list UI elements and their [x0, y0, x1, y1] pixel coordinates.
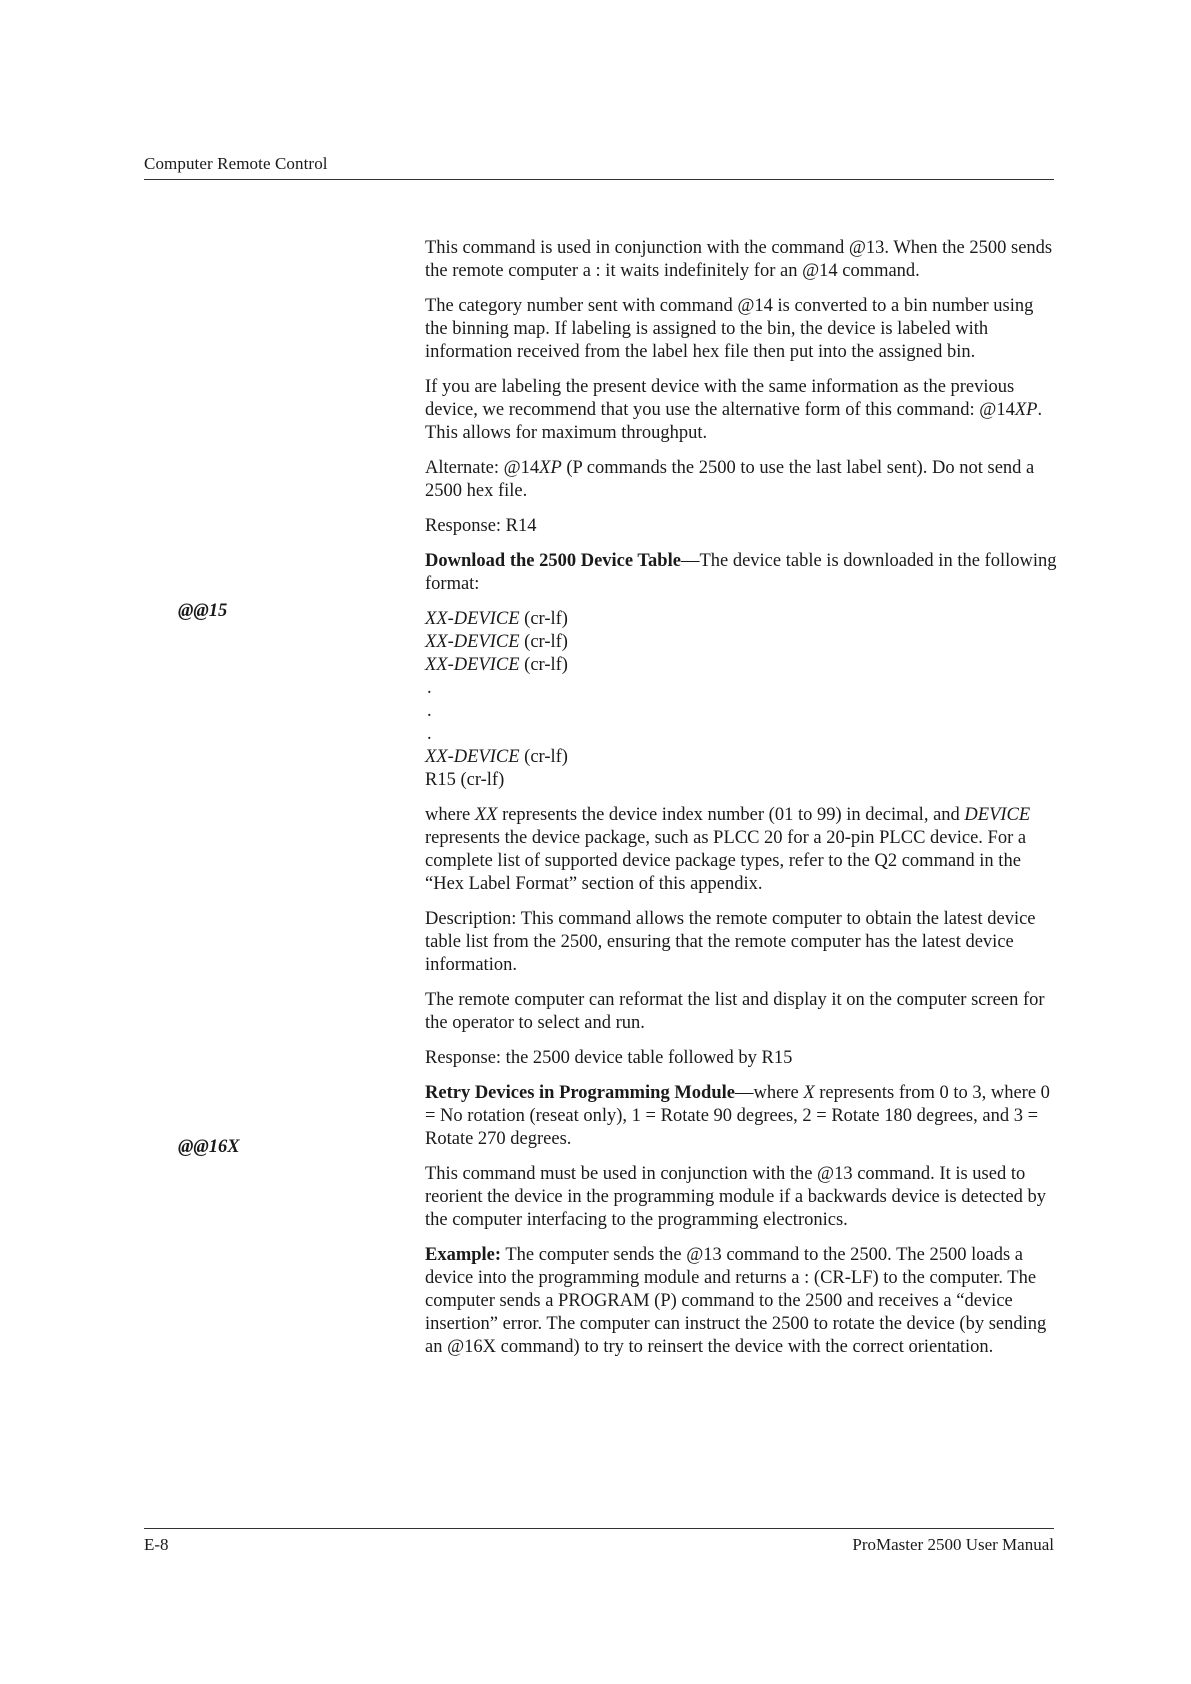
paragraph-example: Example: The computer sends the @13 command to the 2500. The 2500 loads a device into the programming module and returns a : (CR-LF) to the computer. The computer sends a PROGRAM (P) command to the 2500 and receives a “device insertion” error. The computer can instruct the 2500 to rotate the device (by sending an @16X command) to try to reinsert the device with the correct orientation. — [425, 1245, 1047, 1357]
command-label-16-prefix: @@16 — [178, 1137, 228, 1157]
format-line: XX-DEVICE (cr-lf) — [425, 632, 568, 652]
command-label-16 — [178, 1136, 240, 1159]
manual-title: ProMaster 2500 User Manual — [852, 1535, 1054, 1554]
footer-rule — [144, 1528, 1054, 1529]
paragraph-response-15: Response: the 2500 device table followed by R15 — [425, 1048, 793, 1068]
running-header: Computer Remote Control — [144, 154, 328, 173]
ellipsis-dot: . — [427, 678, 432, 698]
format-terminator: R15 (cr-lf) — [425, 770, 505, 790]
ellipsis-dot: . — [427, 724, 432, 744]
device-table-format — [425, 608, 1060, 792]
paragraph-alternate: Alternate: @14XP (P commands the 2500 to use the last label sent). Do not send a 2500 hex file. — [425, 458, 1035, 501]
paragraph-conjunction: This command is used in conjunction with the command @13. When the 2500 sends the remote computer a : it waits indefinitely for an @14 command. — [425, 238, 1053, 281]
paragraph-where: where XX represents the device index number (01 to 99) in decimal, and DEVICE represents the device package, such as PLCC 20 for a 20-pin PLCC device. For a complete list of supported device package types, refer to the Q2 command in the “Hex Label Format” section of this appendix. — [425, 805, 1031, 894]
cmd15-heading: Download the 2500 Device Table — [425, 551, 681, 571]
format-line: XX-DEVICE (cr-lf) — [425, 609, 568, 629]
ellipsis-dot: . — [427, 701, 432, 721]
page-number: E-8 — [144, 1535, 169, 1554]
main-text — [425, 237, 1060, 1371]
paragraph-description: Description: This command allows the remote computer to obtain the latest device table list from the 2500, ensuring that the remote computer has the latest device information. — [425, 909, 1036, 975]
paragraph-category: The category number sent with command @14 is converted to a bin number using the binning map. If labeling is assigned to the bin, the device is labeled with information received from the label hex file then put into the assigned bin. — [425, 296, 1034, 362]
command-label-16-var: X — [227, 1137, 240, 1157]
example-label: Example: — [425, 1245, 502, 1265]
command-label-15: @@15 — [178, 601, 228, 621]
cmd16-intro: Retry Devices in Programming Module—where X represents from 0 to 3, where 0 = No rotation (reseat only), 1 = Rotate 90 degrees, 2 = Rotate 180 degrees, and 3 = Rotate 270 degrees. — [425, 1083, 1050, 1149]
paragraph-response-14: Response: R14 — [425, 516, 537, 536]
cmd15-intro: Download the 2500 Device Table—The device table is downloaded in the following format: — [425, 551, 1057, 594]
paragraph-usage: This command must be used in conjunction with the @13 command. It is used to reorient the device in the programming module if a backwards device is detected by the computer interfacing to the programming electronics. — [425, 1164, 1047, 1230]
paragraph-labeling: If you are labeling the present device with the same information as the previous device, we recommend that you use the alternative form of this command: @14XP. This allows for maximum throughput. — [425, 377, 1043, 443]
paragraph-reformat: The remote computer can reformat the list and display it on the computer screen for the operator to select and run. — [425, 990, 1045, 1033]
format-line: XX-DEVICE (cr-lf) — [425, 747, 568, 767]
header-rule — [144, 179, 1054, 180]
cmd16-heading: Retry Devices in Programming Module — [425, 1083, 735, 1103]
format-line: XX-DEVICE (cr-lf) — [425, 655, 568, 675]
